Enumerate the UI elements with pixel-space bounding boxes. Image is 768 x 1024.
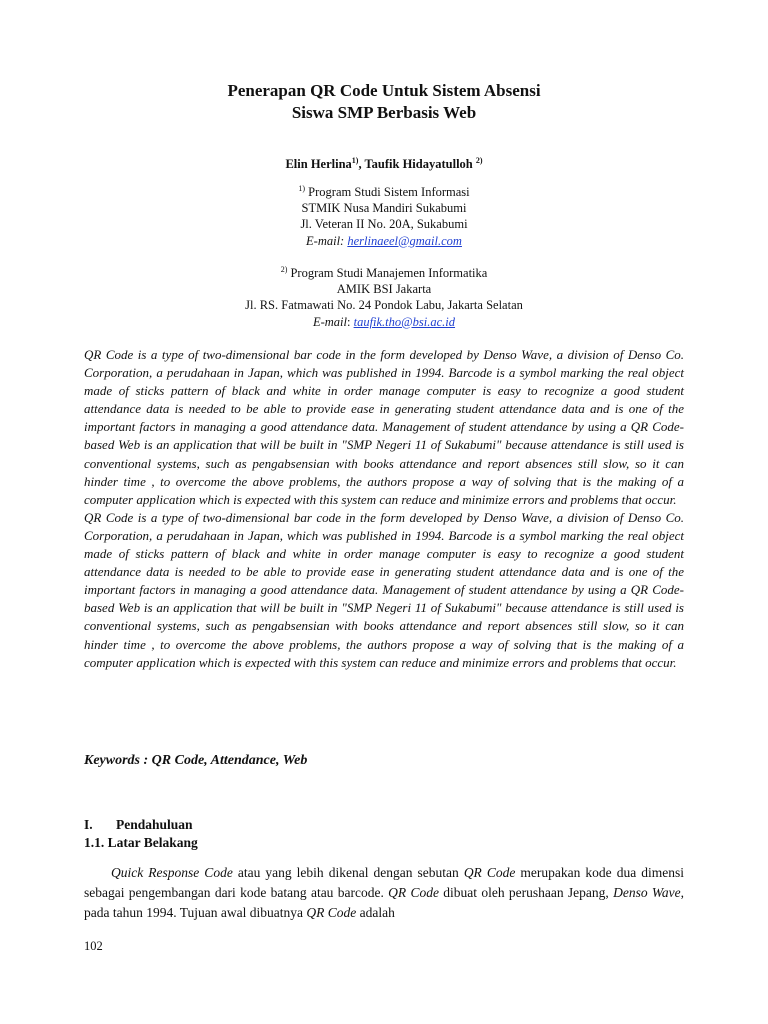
affiliation-2-program — [0, 265, 768, 281]
affiliation-1-email-label: E-mail: — [306, 233, 348, 248]
paper-title-line-1: Penerapan QR Code Untuk Sistem Absensi — [227, 81, 541, 100]
author-separator: , — [358, 157, 365, 171]
paper-title-line-2: Siswa SMP Berbasis Web — [291, 103, 477, 122]
affiliation-2-program-text: Program Studi Manajemen Informatika — [287, 266, 488, 280]
author-list — [0, 156, 768, 172]
affiliation-1-program-text: Program Studi Sistem Informasi — [305, 185, 470, 199]
body-text-segment: dibuat oleh perushaan Jepang, — [438, 885, 614, 900]
author-1-affiliation-marker: 1) — [351, 155, 359, 165]
paper-title — [0, 80, 768, 124]
body-text-segment: adalah — [356, 905, 395, 920]
affiliation-2-marker: 2) — [280, 264, 288, 274]
affiliation-2-institution: AMIK BSI Jakarta — [336, 282, 432, 297]
affiliation-2-email-line — [0, 314, 768, 330]
body-term-qr-code: QR Code — [306, 905, 357, 920]
body-term-qr-code: QR Code — [388, 885, 439, 900]
affiliation-1-institution: STMIK Nusa Mandiri Sukabumi — [301, 201, 467, 216]
affiliation-2 — [0, 265, 768, 330]
page-number: 102 — [84, 939, 103, 953]
affiliation-1-address: Jl. Veteran II No. 20A, Sukabumi — [300, 217, 468, 232]
body-term-quick-response-code: Quick Response Code — [111, 865, 233, 880]
section-title: Pendahuluan — [116, 817, 193, 832]
section-number: I. — [84, 817, 93, 832]
abstract-paragraph-2: QR Code is a type of two-dimensional bar code in the form developed by Denso Wave, a division of Denso Co. Corporation, a perudahaan in Japan, which was published in 1994. Barcode is a symbol marking the real object made of sticks pattern of black and white in order manage computer is easy to recognize a good student attendance data is needed to be able to provide ease in generating student attendance data and is one of the important factors in managing a good attendance data. Management of student attendance by using a QR Code-based Web is an application that will be built in "SMP Negeri 11 of Sukabumi" because attendance is still used is conventional systems, such as pengabsensian with books attendance and report absences still slow, so it can hinder time , to overcome the above problems, the authors propose a way of solving that is the making of a computer application which is expected with this system can reduce and minimize errors and problems that occur. — [84, 509, 684, 670]
author-name-1: Elin Herlina — [285, 157, 352, 171]
author-2-affiliation-marker: 2) — [475, 155, 483, 165]
abstract-paragraph-1: QR Code is a type of two-dimensional bar code in the form developed by Denso Wave, a division of Denso Co. Corporation, a perudahaan in Japan, which was published in 1994. Barcode is a symbol marking the real object made of sticks pattern of black and white in order manage computer is easy to recognize a good student attendance data is needed to be able to provide ease in generating student attendance data and is one of the important factors in managing a good attendance data. Management of student attendance by using a QR Code-based Web is an application that will be built in "SMP Negeri 11 of Sukabumi" because attendance is still used is conventional systems, such as pengabsensian with books attendance and report absences still slow, so it can hinder time , to overcome the above problems, the authors propose a way of solving that is the making of a computer application which is expected with this system can reduce and minimize errors and problems that occur. — [84, 347, 684, 507]
body-term-denso-wave: Denso Wave — [613, 885, 681, 900]
affiliation-1-program — [0, 184, 768, 200]
abstract — [84, 346, 684, 672]
affiliation-1-email-link[interactable]: herlinaeel@gmail.com — [347, 233, 462, 248]
body-paragraph — [84, 863, 684, 923]
affiliation-1-email-line — [0, 233, 768, 249]
affiliation-1 — [0, 184, 768, 249]
affiliation-2-email-link[interactable]: taufik.tho@bsi.ac.id — [353, 314, 456, 329]
affiliation-2-email-separator: : — [346, 314, 354, 329]
subsection-heading: 1.1. Latar Belakang — [84, 835, 198, 850]
section-heading — [84, 816, 193, 834]
body-term-qr-code: QR Code — [463, 865, 516, 880]
author-name-2: Taufik Hidayatulloh — [364, 157, 476, 171]
body-text — [84, 863, 684, 923]
keywords: Keywords : QR Code, Attendance, Web — [84, 753, 308, 768]
affiliation-2-email-label: E-mail — [312, 314, 347, 329]
affiliation-1-marker: 1) — [298, 183, 306, 193]
body-text-segment: , pada tahun 1994. Tujuan awal dibuatnya — [84, 885, 684, 920]
body-text-segment: merupakan kode dua dimensi sebagai pengembangan dari kode batang atau barcode. — [84, 865, 684, 900]
body-text-segment: atau yang lebih dikenal dengan sebutan — [232, 865, 464, 880]
affiliation-2-address: Jl. RS. Fatmawati No. 24 Pondok Labu, Jakarta Selatan — [245, 298, 523, 313]
